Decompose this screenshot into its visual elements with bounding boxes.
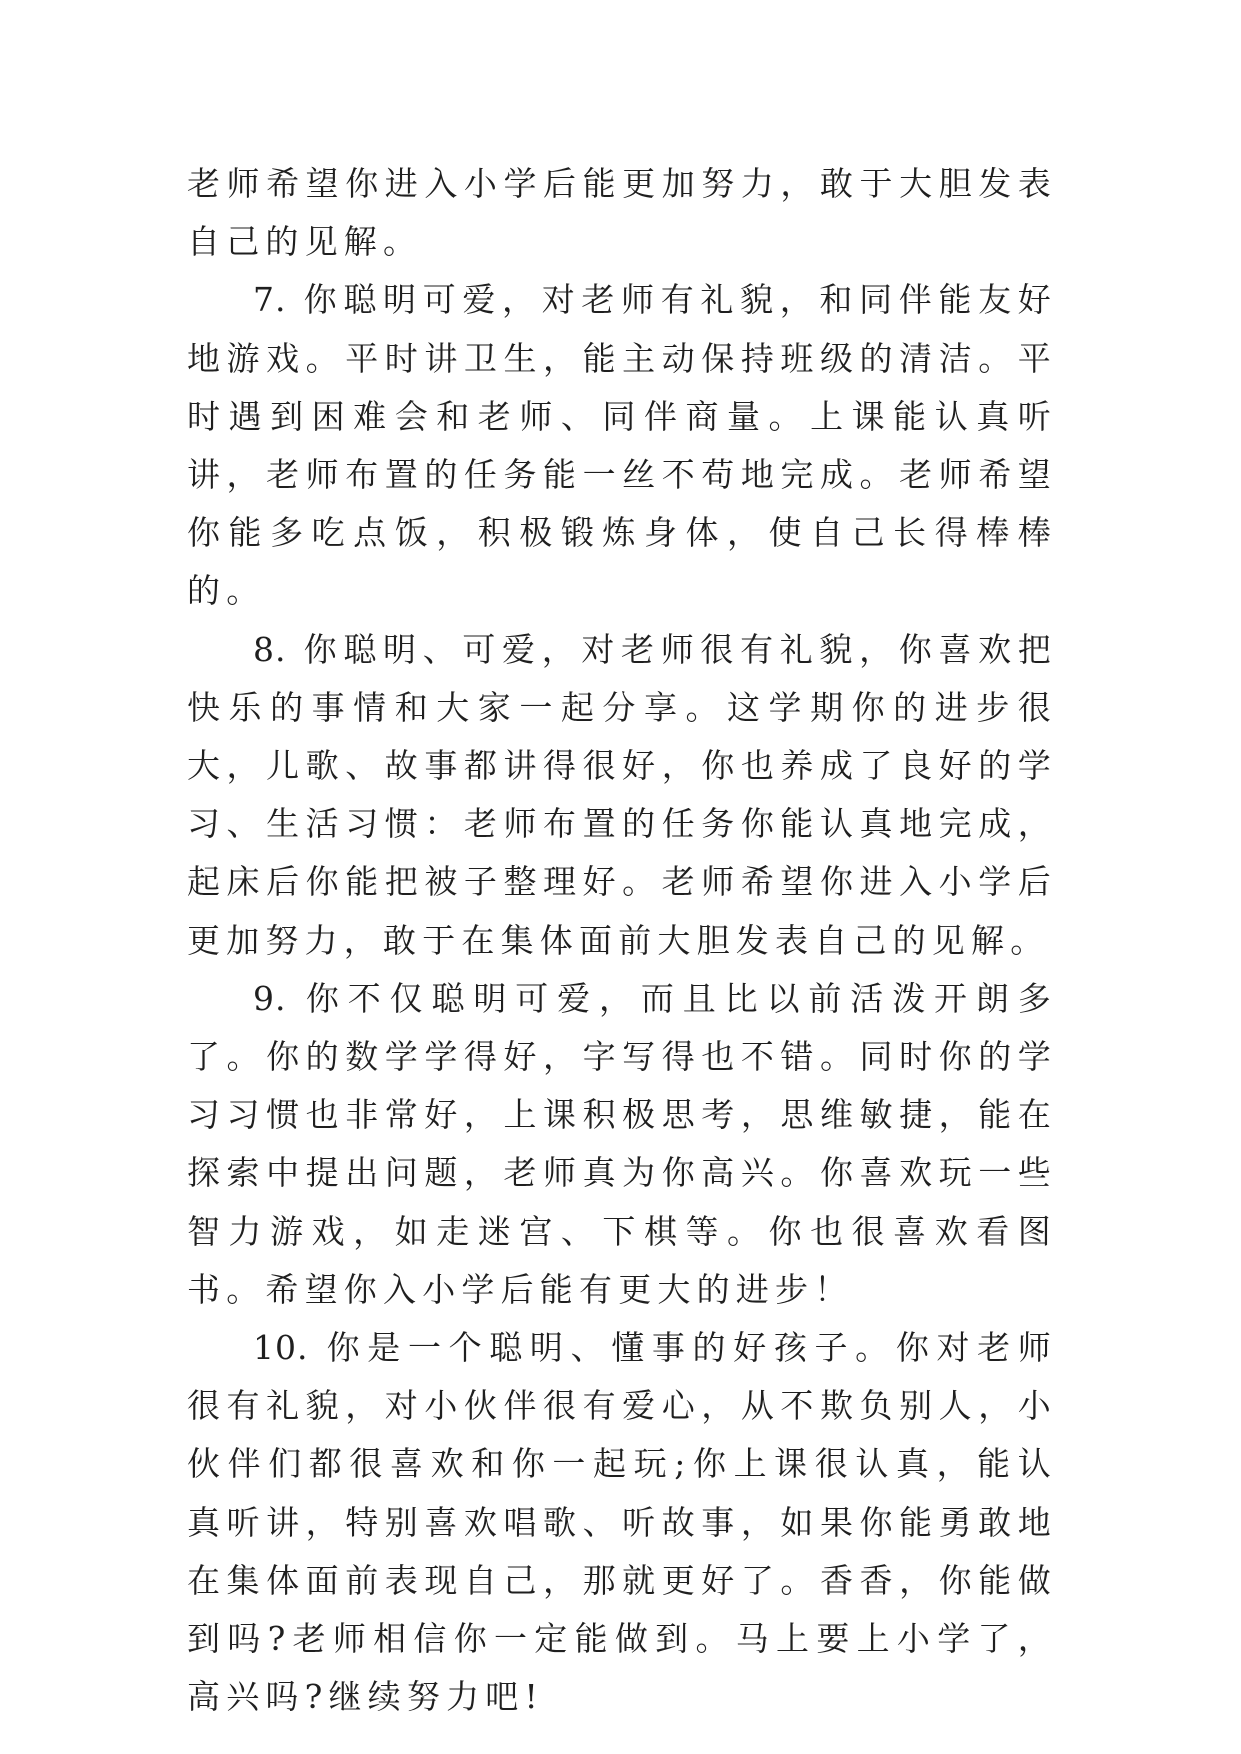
paragraph-item-8 <box>187 621 1057 970</box>
paragraph-item-9 <box>187 970 1057 1319</box>
paragraph-text: 你聪明、可爱，对老师很有礼貌，你喜欢把快乐的事情和大家一起分享。这学期你的进步很大，儿歌、故事都讲得很好，你也养成了良好的学习、生活习惯：老师布置的任务你能认真地完成，起床后你能把被子整理好。老师希望你进入小学后更加努力，敢于在集体面前大胆发表自己的见解。 <box>187 629 1057 960</box>
paragraph-continuation <box>187 155 1057 271</box>
item-number: 9. <box>253 978 287 1018</box>
item-number: 7. <box>253 280 287 320</box>
paragraph-text: 你不仅聪明可爱，而且比以前活泼开朗多了。你的数学学得好，字写得也不错。同时你的学习习惯也非常好，上课积极思考，思维敏捷，能在探索中提出问题，老师真为你高兴。你喜欢玩一些智力游戏，如走迷宫、下棋等。你也很喜欢看图书。希望你入小学后能有更大的进步！ <box>187 978 1057 1309</box>
paragraph-text: 老师希望你进入小学后能更加努力，敢于大胆发表自己的见解。 <box>187 164 1057 262</box>
paragraph-text: 你聪明可爱，对老师有礼貌，和同伴能友好地游戏。平时讲卫生，能主动保持班级的清洁。平时遇到困难会和老师、同伴商量。上课能认真听讲，老师布置的任务能一丝不苟地完成。老师希望你能多吃点饭，积极锻炼身体，使自己长得棒棒的。 <box>187 280 1057 611</box>
item-number: 10. <box>253 1328 309 1368</box>
paragraph-item-10 <box>187 1319 1057 1726</box>
document-body <box>187 155 1057 1726</box>
paragraph-item-7 <box>187 271 1057 620</box>
paragraph-text: 你是一个聪明、懂事的好孩子。你对老师很有礼貌，对小伙伴很有爱心，从不欺负别人，小伙伴们都很喜欢和你一起玩;你上课很认真，能认真听讲，特别喜欢唱歌、听故事，如果你能勇敢地在集体面前表现自己，那就更好了。香香，你能做到吗?老师相信你一定能做到。马上要上小学了，高兴吗?继续努力吧! <box>187 1328 1057 1717</box>
item-number: 8. <box>253 629 287 669</box>
